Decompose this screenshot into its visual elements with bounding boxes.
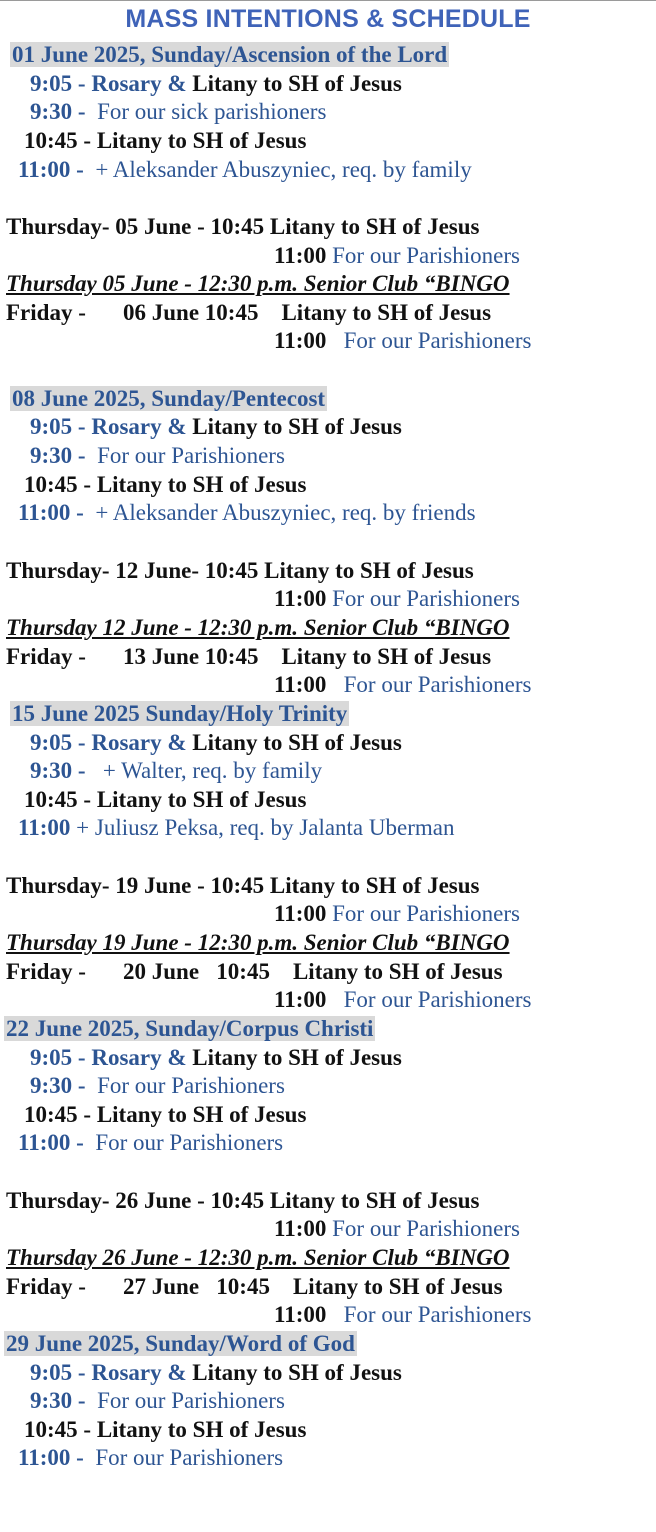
thursday-line: Thursday- 19 June - 10:45 Litany to SH of Jesus xyxy=(6,873,480,898)
mass-line: 9:05 - Rosary & Litany to SH of Jesus xyxy=(30,71,402,96)
thursday-mass-line: 11:00 For our Parishioners xyxy=(274,586,520,611)
thursday-mass-line: 11:00 For our Parishioners xyxy=(274,1216,520,1241)
mass-line: 10:45 - Litany to SH of Jesus xyxy=(24,472,307,497)
thursday-line: Thursday- 12 June- 10:45 Litany to SH of Jesus xyxy=(6,558,474,583)
mass-line: 9:05 - Rosary & Litany to SH of Jesus xyxy=(30,414,402,439)
friday-line: Friday - 13 June 10:45 Litany to SH of Jesus xyxy=(6,644,492,669)
friday-line: Friday - 20 June 10:45 Litany to SH of Jesus xyxy=(6,959,503,984)
thursday-line: Thursday- 05 June - 10:45 Litany to SH of Jesus xyxy=(6,214,480,239)
senior-club-line: Thursday 19 June - 12:30 p.m. Senior Club “BINGO xyxy=(6,930,510,955)
friday-line: Friday - 27 June 10:45 Litany to SH of Jesus xyxy=(6,1274,503,1299)
mass-line: 11:00 - + Aleksander Abuszyniec, req. by friends xyxy=(18,500,476,525)
mass-line: 9:05 - Rosary & Litany to SH of Jesus xyxy=(30,1360,402,1385)
mass-line: 9:05 - Rosary & Litany to SH of Jesus xyxy=(30,730,402,755)
senior-club-line: Thursday 05 June - 12:30 p.m. Senior Club “BINGO xyxy=(6,271,510,296)
mass-line: 10:45 - Litany to SH of Jesus xyxy=(24,1417,307,1442)
senior-club-line: Thursday 26 June - 12:30 p.m. Senior Club “BINGO xyxy=(6,1245,510,1270)
senior-club-line: Thursday 12 June - 12:30 p.m. Senior Club “BINGO xyxy=(6,615,510,640)
mass-line: 11:00 - For our Parishioners xyxy=(18,1130,284,1155)
mass-line: 9:30 - For our Parishioners xyxy=(30,1073,285,1098)
sunday-header: 01 June 2025, Sunday/Ascension of the Lord xyxy=(12,42,448,67)
thursday-mass-line: 11:00 For our Parishioners xyxy=(274,901,520,926)
mass-line: 10:45 - Litany to SH of Jesus xyxy=(24,1102,307,1127)
mass-line: 11:00 - For our Parishioners xyxy=(18,1445,284,1470)
friday-mass-line: 11:00 For our Parishioners xyxy=(274,672,532,697)
page-title: MASS INTENTIONS & SCHEDULE xyxy=(125,5,531,33)
mass-line: 9:30 - + Walter, req. by family xyxy=(30,758,323,783)
mass-line: 10:45 - Litany to SH of Jesus xyxy=(24,128,307,153)
friday-mass-line: 11:00 For our Parishioners xyxy=(274,987,532,1012)
mass-line: 9:30 - For our Parishioners xyxy=(30,443,285,468)
friday-line: Friday - 06 June 10:45 Litany to SH of Jesus xyxy=(6,300,492,325)
mass-line: 10:45 - Litany to SH of Jesus xyxy=(24,787,307,812)
thursday-line: Thursday- 26 June - 10:45 Litany to SH of Jesus xyxy=(6,1188,480,1213)
mass-line: 9:30 - For our Parishioners xyxy=(30,1388,285,1413)
thursday-mass-line: 11:00 For our Parishioners xyxy=(274,243,520,268)
friday-mass-line: 11:00 For our Parishioners xyxy=(274,328,532,353)
sunday-header: 22 June 2025, Sunday/Corpus Christi xyxy=(6,1016,374,1041)
sunday-header: 29 June 2025, Sunday/Word of God xyxy=(6,1331,355,1356)
mass-line: 9:05 - Rosary & Litany to SH of Jesus xyxy=(30,1045,402,1070)
sunday-header: 08 June 2025, Sunday/Pentecost xyxy=(12,386,326,411)
mass-line: 11:00 + Juliusz Peksa, req. by Jalanta Uberman xyxy=(18,815,455,840)
mass-line: 9:30 - For our sick parishioners xyxy=(30,99,327,124)
friday-mass-line: 11:00 For our Parishioners xyxy=(274,1302,532,1327)
sunday-header: 15 June 2025 Sunday/Holy Trinity xyxy=(12,701,348,726)
mass-line: 11:00 - + Aleksander Abuszyniec, req. by family xyxy=(18,157,472,182)
